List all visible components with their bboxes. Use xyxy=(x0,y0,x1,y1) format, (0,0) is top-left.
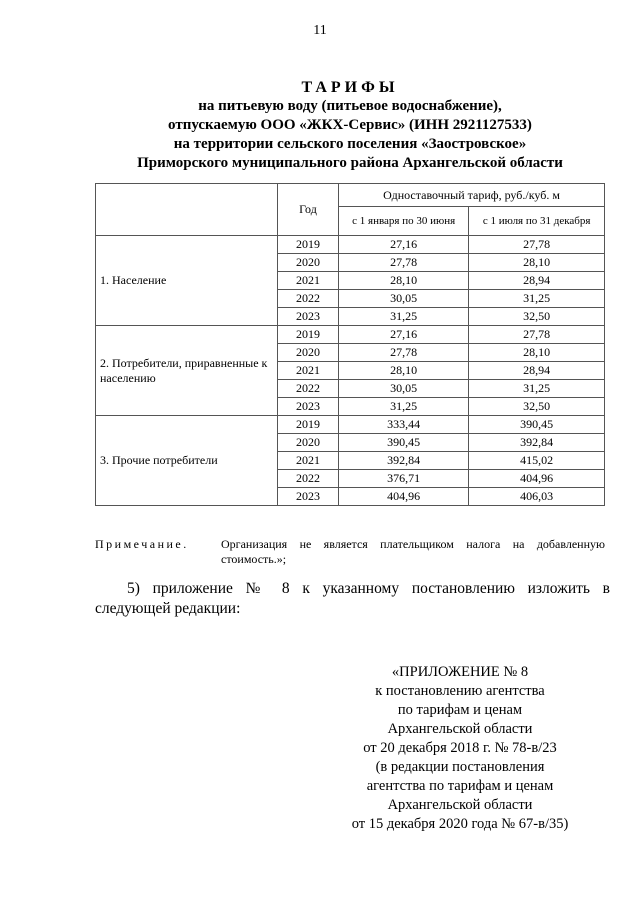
appendix-line-7: агентства по тарифам и ценам xyxy=(366,778,554,794)
year-cell: 2021 xyxy=(278,362,339,380)
category-cell: 3. Прочие потребители xyxy=(96,416,278,506)
appendix-header xyxy=(300,663,620,834)
year-cell: 2019 xyxy=(278,326,339,344)
header-period-2: с 1 июля по 31 декабря xyxy=(469,207,605,236)
table-row xyxy=(96,416,605,434)
year-cell: 2023 xyxy=(278,308,339,326)
title-line-2: отпускаемую ООО «ЖКХ-Сервис» (ИНН 2921127533) xyxy=(168,117,532,133)
year-cell: 2021 xyxy=(278,272,339,290)
tariff-period-1-cell: 30,05 xyxy=(339,380,469,398)
note-text: Организация не является плательщиком налога на добавленную стоимость.»; xyxy=(221,537,605,566)
appendix-line-5: от 20 декабря 2018 г. № 78-в/23 xyxy=(363,740,557,756)
category-cell: 2. Потребители, приравненные к населению xyxy=(96,326,278,416)
tariff-period-2-cell: 390,45 xyxy=(469,416,605,434)
tariff-period-2-cell: 31,25 xyxy=(469,290,605,308)
appendix-line-1: «ПРИЛОЖЕНИЕ № 8 xyxy=(391,664,529,680)
tariff-period-2-cell: 406,03 xyxy=(469,488,605,506)
tariff-period-1-cell: 376,71 xyxy=(339,470,469,488)
tariff-period-2-cell: 28,10 xyxy=(469,254,605,272)
tariff-period-2-cell: 28,94 xyxy=(469,362,605,380)
tariff-table xyxy=(95,183,605,506)
header-tariff: Одноставочный тариф, руб./куб. м xyxy=(339,184,605,207)
year-cell: 2020 xyxy=(278,254,339,272)
year-cell: 2020 xyxy=(278,434,339,452)
title-line-1: на питьевую воду (питьевое водоснабжение), xyxy=(198,98,502,114)
year-cell: 2022 xyxy=(278,290,339,308)
tariff-period-1-cell: 31,25 xyxy=(339,398,469,416)
title-line-4: Приморского муниципального района Архангельской области xyxy=(137,155,563,171)
tariff-period-1-cell: 333,44 xyxy=(339,416,469,434)
document-title xyxy=(60,78,640,173)
year-cell: 2023 xyxy=(278,488,339,506)
year-cell: 2022 xyxy=(278,380,339,398)
appendix-line-4: Архангельской области xyxy=(387,721,533,737)
header-year: Год xyxy=(278,184,339,236)
note xyxy=(95,537,605,567)
tariff-period-1-cell: 31,25 xyxy=(339,308,469,326)
tariff-period-2-cell: 32,50 xyxy=(469,308,605,326)
note-label: Примечание. xyxy=(95,537,189,551)
tariff-period-1-cell: 28,10 xyxy=(339,362,469,380)
tariff-period-2-cell: 31,25 xyxy=(469,380,605,398)
title-line-3: на территории сельского поселения «Заостровское» xyxy=(173,136,527,152)
appendix-line-9: от 15 декабря 2020 года № 67-в/35) xyxy=(351,816,569,832)
body-paragraph: 5) приложение № 8 к указанному постановлению изложить в следующей редакции: xyxy=(95,580,610,617)
table-row xyxy=(96,236,605,254)
tariff-period-2-cell: 27,78 xyxy=(469,326,605,344)
year-cell: 2020 xyxy=(278,344,339,362)
year-cell: 2019 xyxy=(278,416,339,434)
appendix-line-2: к постановлению агентства xyxy=(375,683,545,699)
appendix-line-8: Архангельской области xyxy=(387,797,533,813)
tariff-period-1-cell: 27,16 xyxy=(339,326,469,344)
table-row xyxy=(96,326,605,344)
tariff-period-2-cell: 32,50 xyxy=(469,398,605,416)
year-cell: 2019 xyxy=(278,236,339,254)
tariff-period-2-cell: 27,78 xyxy=(469,236,605,254)
tariff-period-1-cell: 392,84 xyxy=(339,452,469,470)
tariff-period-1-cell: 27,16 xyxy=(339,236,469,254)
header-category-cell xyxy=(96,184,278,236)
tariff-period-2-cell: 404,96 xyxy=(469,470,605,488)
category-cell: 1. Население xyxy=(96,236,278,326)
tariff-period-1-cell: 404,96 xyxy=(339,488,469,506)
tariff-period-2-cell: 392,84 xyxy=(469,434,605,452)
tariff-period-1-cell: 27,78 xyxy=(339,344,469,362)
title-main: ТАРИФЫ xyxy=(301,79,399,96)
year-cell: 2023 xyxy=(278,398,339,416)
year-cell: 2022 xyxy=(278,470,339,488)
appendix-line-3: по тарифам и ценам xyxy=(397,702,523,718)
tariff-period-2-cell: 415,02 xyxy=(469,452,605,470)
year-cell: 2021 xyxy=(278,452,339,470)
tariff-period-1-cell: 27,78 xyxy=(339,254,469,272)
header-period-1: с 1 января по 30 июня xyxy=(339,207,469,236)
appendix-line-6: (в редакции постановления xyxy=(375,759,545,775)
tariff-period-1-cell: 30,05 xyxy=(339,290,469,308)
tariff-period-1-cell: 390,45 xyxy=(339,434,469,452)
tariff-period-1-cell: 28,10 xyxy=(339,272,469,290)
tariff-period-2-cell: 28,94 xyxy=(469,272,605,290)
page-number: 11 xyxy=(313,23,327,38)
tariff-period-2-cell: 28,10 xyxy=(469,344,605,362)
